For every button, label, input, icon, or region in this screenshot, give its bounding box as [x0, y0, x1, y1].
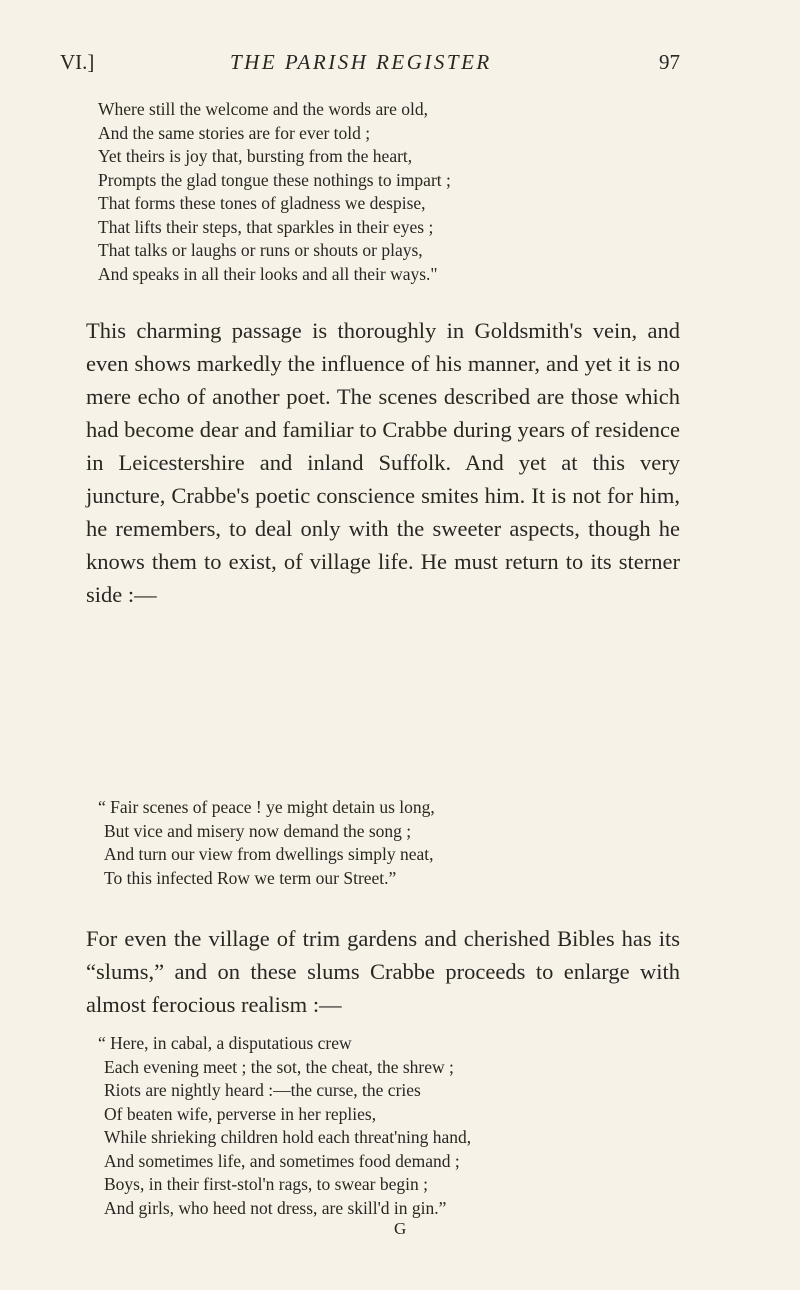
verse-line: And speaks in all their looks and all their ways.": [98, 263, 438, 284]
verse-line: While shrieking children hold each threat'ning hand,: [104, 1127, 472, 1147]
page-number: 97: [659, 50, 680, 74]
prose-paragraph-2: For even the village of trim gardens and cherished Bibles has its “slums,” and on these slums Crabbe proceeds to enlarge with almost ferocious realism :—: [86, 926, 680, 1017]
verse-line: That talks or laughs or runs or shouts or plays,: [98, 240, 423, 260]
signature-mark: G: [394, 1219, 407, 1238]
verse-line: Where still the welcome and the words are old,: [98, 99, 428, 119]
verse-quotation-2: [98, 796, 435, 890]
verse-line: That forms these tones of gladness we despise,: [98, 193, 426, 213]
verse-line: And girls, who heed not dress, are skill'd in gin.”: [104, 1197, 447, 1218]
prose-paragraph-1: This charming passage is thoroughly in Goldsmith's vein, and even shows markedly the influence of his manner, and yet it is no mere echo of another poet. The scenes described are those which had become dear and familiar to Crabbe during years of residence in Leicestershire and inland Suffolk. And yet at this very juncture, Crabbe's poetic conscience smites him. It is not for him, he remembers, to deal only with the sweeter aspects, though he knows them to exist, of village life. He must return to its sterner side :—: [86, 318, 680, 607]
verse-quotation-3: [98, 1032, 471, 1220]
verse-line: “ Here, in cabal, a disputatious crew: [98, 1033, 352, 1053]
verse-line: Riots are nightly heard :—the curse, the cries: [104, 1080, 421, 1100]
verse-line: Each evening meet ; the sot, the cheat, the shrew ;: [104, 1056, 454, 1077]
verse-line: And turn our view from dwellings simply neat,: [104, 844, 434, 864]
verse-line: Of beaten wife, perverse in her replies,: [104, 1103, 377, 1124]
running-title: THE PARISH REGISTER: [230, 50, 492, 74]
verse-quotation-1: [98, 98, 451, 286]
verse-line: Yet theirs is joy that, bursting from the heart,: [98, 146, 413, 166]
verse-line: And the same stories are for ever told ;: [98, 122, 371, 143]
verse-line: That lifts their steps, that sparkles in their eyes ;: [98, 216, 434, 237]
verse-line: But vice and misery now demand the song ;: [104, 820, 412, 841]
running-header: [60, 40, 680, 80]
verse-line: To this infected Row we term our Street.”: [104, 867, 397, 888]
verse-line: Prompts the glad tongue these nothings to impart ;: [98, 169, 451, 190]
chapter-number: VI.]: [60, 50, 95, 74]
verse-line: And sometimes life, and sometimes food demand ;: [104, 1150, 460, 1171]
verse-line: “ Fair scenes of peace ! ye might detain us long,: [98, 797, 435, 817]
verse-line: Boys, in their first-stol'n rags, to swear begin ;: [104, 1174, 428, 1194]
